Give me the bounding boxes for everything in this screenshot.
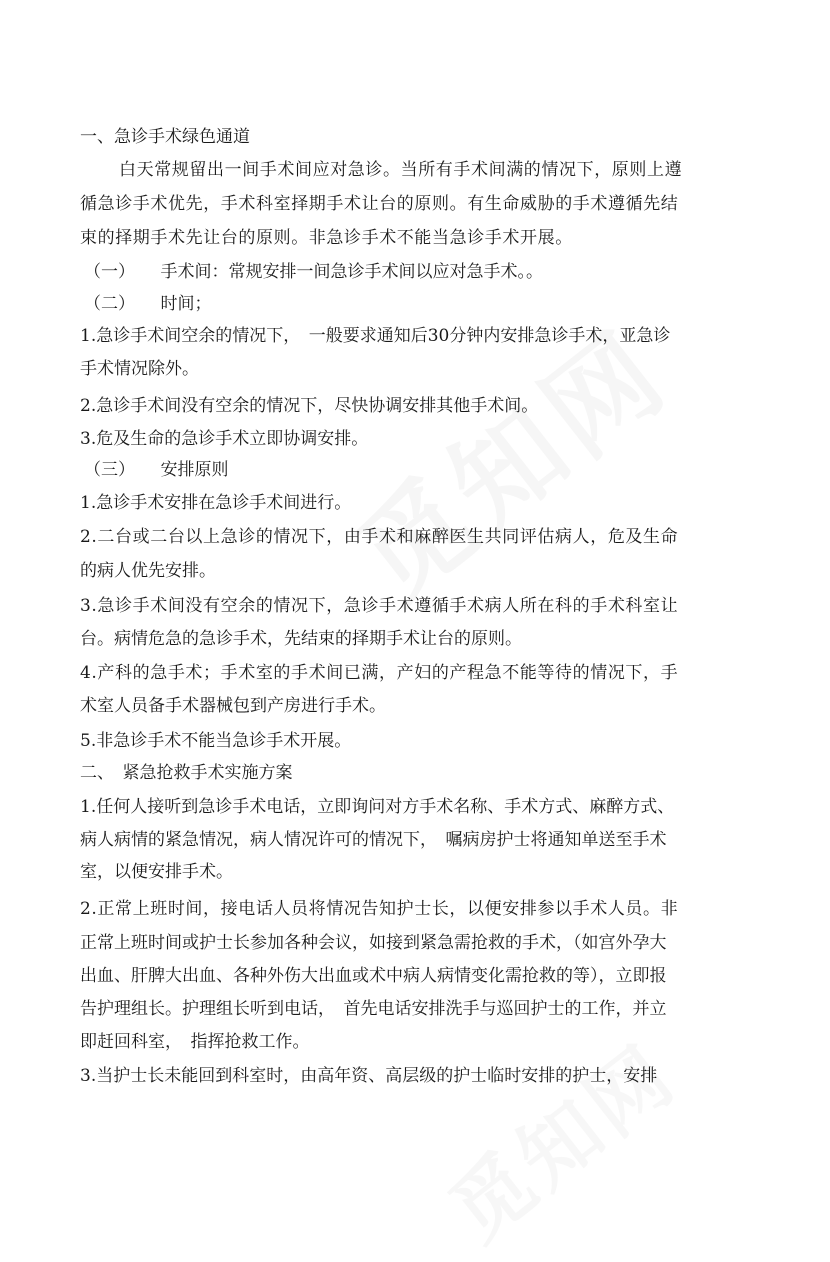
- subheading-1: （一） 手术间：常规安排一间急诊手术间以应对急手术。。: [84, 262, 543, 282]
- list-item-continued: 术室人员备手术器械包到产房进行手术。: [80, 696, 386, 716]
- section-heading-2: 二、 紧急抢救手术实施方案: [80, 763, 293, 783]
- list-item-continued: 即赶回科室， 指挥抢救工作。: [80, 1032, 310, 1052]
- list-item: 3.当护士长未能回到科室时，由高年资、高层级的护士临时安排的护士，安排: [80, 1066, 658, 1086]
- list-item-continued: 台。病情危急的急诊手术，先结束的择期手术让台的原则。: [80, 629, 522, 649]
- list-item: 2.正常上班时间，接电话人员将情况告知护士长，以便安排参以手术人员。非: [80, 899, 679, 919]
- subheading-2: （二） 时间；: [84, 294, 212, 314]
- list-item: 2.二台或二台以上急诊的情况下，由手术和麻醉医生共同评估病人，危及生命: [80, 527, 679, 547]
- list-item-continued: 正常上班时间或护士长参加各种会议，如接到紧急需抢救的手术，（如宫外孕大: [80, 933, 667, 953]
- list-item: 2.急诊手术间没有空余的情况下，尽快协调安排其他手术间。: [80, 396, 539, 416]
- list-item-continued: 的病人优先安排。: [80, 561, 216, 581]
- paragraph-line: 束的择期手术先让台的原则。非急诊手术不能当急诊手术开展。: [80, 228, 573, 248]
- list-item: 3.急诊手术间没有空余的情况下，急诊手术遵循手术病人所在科的手术科室让: [80, 596, 679, 616]
- section-heading-1: 一、急诊手术绿色通道: [80, 127, 250, 147]
- list-item-continued: 告护理组长。护理组长听到电话， 首先电话安排洗手与巡回护士的工作，并立: [80, 999, 667, 1019]
- list-item: 5.非急诊手术不能当急诊手术开展。: [80, 731, 352, 751]
- paragraph-line: 白天常规留出一间手术间应对急诊。当所有手术间满的情况下，原则上遵: [119, 160, 683, 180]
- list-item: 4.产科的急手术；手术室的手术间已满，产妇的产程急不能等待的情况下，手: [80, 663, 679, 683]
- list-item: 1.急诊手术间空余的情况下， 一般要求通知后30分钟内安排急诊手术，亚急诊: [80, 326, 671, 346]
- watermark-bottom: [422, 1013, 696, 1262]
- list-item-continued: 出血、肝脾大出血、各种外伤大出血或术中病人病情变化需抢救的等），立即报: [80, 966, 667, 986]
- list-item: 1.任何人接听到急诊手术电话，立即询问对方手术名称、手术方式、麻醉方式、: [80, 797, 675, 817]
- paragraph-line: 循急诊手术优先，手术科室择期手术让台的原则。有生命威胁的手术遵循先结: [80, 194, 679, 214]
- list-item-continued: 室，以便安排手术。: [80, 862, 233, 882]
- list-item-continued: 手术情况除外。: [80, 359, 199, 379]
- list-item-continued: 病人病情的紧急情况，病人情况许可的情况下， 嘱病房护士将通知单送至手术: [80, 830, 667, 850]
- list-item: 1.急诊手术安排在急诊手术间进行。: [80, 493, 352, 513]
- list-item: 3.危及生命的急诊手术立即协调安排。: [80, 429, 369, 449]
- subheading-3: （三） 安排原则: [84, 460, 229, 480]
